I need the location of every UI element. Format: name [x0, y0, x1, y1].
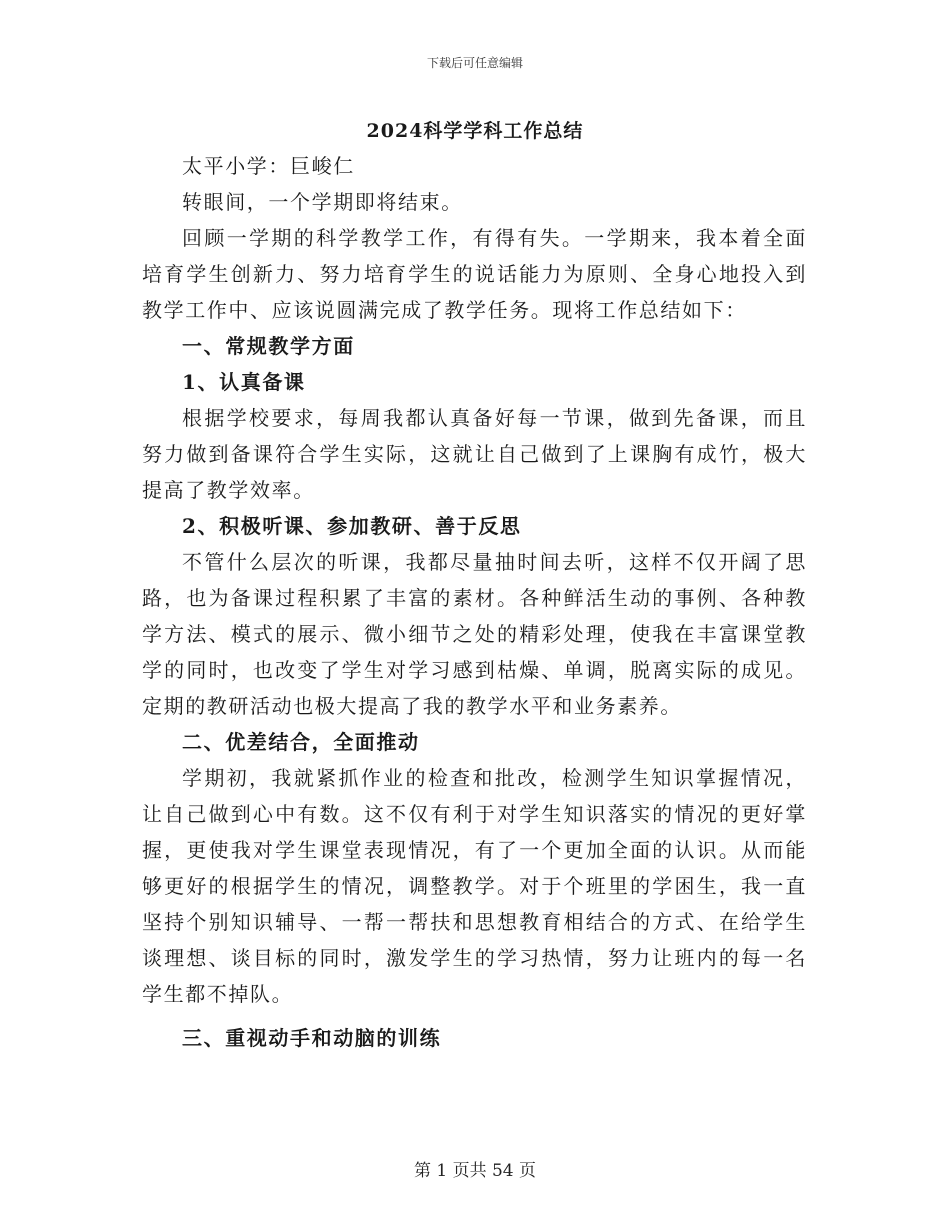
document-title: 2024科学学科工作总结 [366, 120, 584, 142]
paragraph: 回顾一学期的科学教学工作，有得有失。一学期来，我本着全面培育学生创新力、努力培育学生的说话能力为原则、全身心地投入到教学工作中、应该说圆满完成了教学任务。现将工作总结如下： [142, 226, 807, 322]
paragraph: 根据学校要求，每周我都认真备好每一节课，做到先备课，而且努力做到备课符合学生实际，这就让自己做到了上课胸有成竹，极大提高了教学效率。 [142, 406, 807, 502]
header-note: 下载后可任意编辑 [426, 56, 523, 70]
paragraph: 不管什么层次的听课，我都尽量抽时间去听，这样不仅开阔了思路，也为备课过程积累了丰富的素材。各种鲜活生动的事例、各种教学方法、模式的展示、微小细节之处的精彩处理，使我在丰富课堂教学的同时，也改变了学生对学习感到枯燥、单调，脱离实际的成见。定期的教研活动也极大提高了我的教学水平和业务素养。 [142, 550, 807, 718]
section-heading: 一、常规教学方面 [182, 334, 355, 358]
subsection-heading: 2、积极听课、参加教研、善于反思 [182, 514, 522, 538]
page-number: 第 1 页共 54 页 [413, 1161, 537, 1181]
paragraph: 转眼间，一个学期即将结束。 [182, 190, 463, 214]
document-body [142, 148, 807, 1056]
author-line: 太平小学：巨峻仁 [182, 154, 355, 178]
subsection-heading: 1、认真备课 [182, 370, 306, 394]
section-heading: 二、优差结合，全面推动 [182, 730, 420, 754]
section-heading: 三、重视动手和动脑的训练 [182, 1026, 442, 1050]
paragraph: 学期初，我就紧抓作业的检查和批改，检测学生知识掌握情况，让自己做到心中有数。这不仅有利于对学生知识落实的情况的更好掌握，更使我对学生课堂表现情况，有了一个更加全面的认识。从而能够更好的根据学生的情况，调整教学。对于个班里的学困生，我一直坚持个别知识辅导、一帮一帮扶和思想教育相结合的方式、在给学生谈理想、谈目标的同时，激发学生的学习热情，努力让班内的每一名学生都不掉队。 [142, 766, 807, 1006]
